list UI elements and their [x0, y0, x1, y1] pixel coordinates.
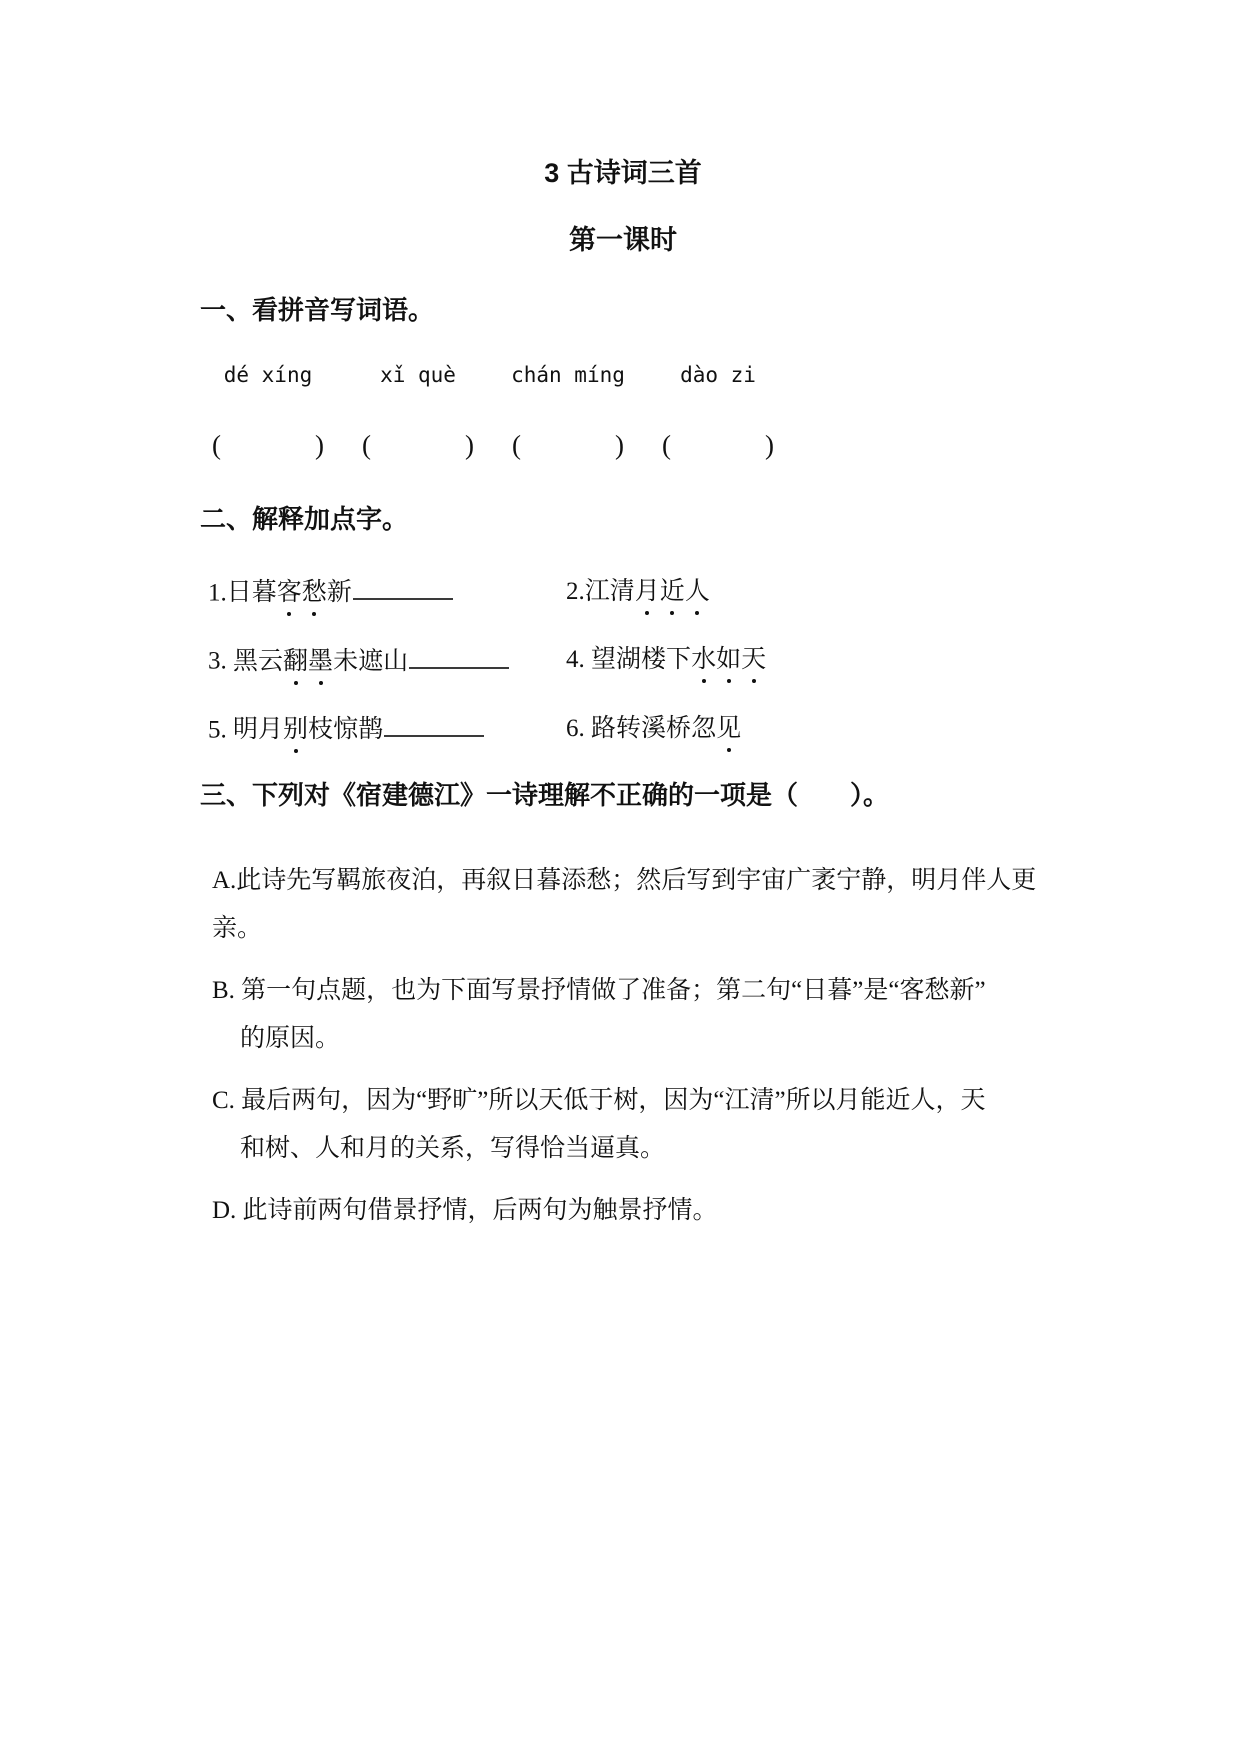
explain-item	[208, 645, 566, 676]
char: 月	[258, 715, 284, 743]
char: 惊	[333, 715, 359, 743]
char: 山	[383, 647, 409, 675]
close-paren: )	[315, 430, 324, 460]
emphasized-char: 墨	[308, 647, 334, 675]
pinyin-cell	[208, 362, 328, 460]
pinyin-cell	[508, 362, 628, 460]
option-line: B. 第一句点题，也为下面写景抒情做了准备；第二句“日暮”是“客愁新”	[212, 976, 986, 1004]
char: 云	[258, 647, 284, 675]
char: 桥	[666, 714, 692, 742]
char: 转	[616, 714, 642, 742]
emphasized-char: 月	[634, 578, 660, 605]
emphasized-char: 愁	[301, 579, 327, 607]
mcq-options	[200, 857, 1046, 1235]
option-D	[200, 1187, 1046, 1235]
open-paren: (	[512, 430, 521, 460]
option-C	[200, 1077, 1046, 1173]
emphasized-char: 翻	[283, 647, 309, 675]
option-A	[200, 857, 1046, 953]
answer-parens	[208, 430, 328, 460]
char: 路	[591, 714, 617, 742]
char: 湖	[616, 646, 642, 674]
char: 望	[591, 646, 617, 674]
answer-parens	[358, 430, 478, 460]
open-paren: (	[212, 430, 221, 460]
close-paren: )	[765, 430, 774, 460]
option-B	[200, 967, 1046, 1063]
explain-item	[566, 577, 1046, 608]
char: 枝	[308, 715, 334, 743]
char: 日	[226, 579, 252, 607]
char: 溪	[641, 714, 667, 742]
char: 江	[584, 578, 610, 605]
explain-item	[566, 714, 1046, 745]
emphasized-char: 别	[283, 715, 309, 743]
answer-blank	[353, 577, 453, 600]
open-paren: (	[662, 430, 671, 460]
item-number: 3.	[208, 647, 233, 675]
section-mcq-heading: 三、下列对《宿建德江》一诗理解不正确的一项是（ ）。	[200, 779, 890, 810]
item-number: 1.	[208, 579, 227, 607]
section-pinyin	[200, 295, 1046, 460]
char: 未	[333, 647, 359, 675]
char: 黑	[233, 647, 259, 675]
emphasized-char: 水	[691, 646, 717, 674]
emphasized-char: 近	[659, 578, 685, 605]
option-line: 和树、人和月的关系，写得恰当逼真。	[240, 1134, 666, 1162]
char: 暮	[251, 579, 277, 607]
option-line: A.此诗先写羁旅夜泊，再叙日暮添愁；然后写到宇宙广袤宁静，明月伴人更亲。	[212, 866, 1037, 942]
explain-items	[200, 577, 1046, 745]
answer-blank	[384, 714, 484, 737]
answer-parens	[508, 430, 628, 460]
pinyin-cell	[358, 362, 478, 460]
char: 新	[326, 579, 352, 607]
char: 下	[666, 646, 692, 674]
section-pinyin-heading: 一、看拼音写词语。	[200, 295, 435, 325]
char: 忽	[691, 714, 717, 742]
answer-parens	[658, 430, 778, 460]
item-number: 4.	[566, 646, 591, 674]
section-mcq	[200, 780, 1046, 1235]
pinyin-cells	[200, 362, 1046, 460]
item-number: 6.	[566, 714, 591, 742]
option-line: C. 最后两句，因为“野旷”所以天低于树，因为“江清”所以月能近人，天	[212, 1086, 986, 1114]
char: 鹊	[358, 715, 384, 743]
pinyin-text: dào zi	[680, 363, 756, 387]
explain-item	[208, 577, 566, 608]
emphasized-char: 人	[684, 578, 710, 605]
explain-item	[566, 645, 1046, 676]
emphasized-char: 天	[741, 646, 767, 674]
emphasized-char: 如	[716, 646, 742, 674]
char: 遮	[358, 647, 384, 675]
pinyin-cell	[658, 362, 778, 460]
close-paren: )	[465, 430, 474, 460]
section-explain-heading: 二、解释加点字。	[200, 504, 409, 534]
char: 明	[233, 715, 259, 743]
document-title: 3 古诗词三首	[544, 158, 702, 188]
emphasized-char: 客	[276, 579, 302, 607]
char: 楼	[641, 646, 667, 674]
open-paren: (	[362, 430, 371, 460]
document-subtitle: 第一课时	[569, 225, 677, 255]
option-line: D. 此诗前两句借景抒情，后两句为触景抒情。	[212, 1196, 718, 1224]
pinyin-text: xǐ què	[380, 363, 456, 387]
answer-blank	[409, 645, 509, 668]
option-line: 的原因。	[240, 1024, 341, 1052]
char: 清	[609, 578, 635, 605]
close-paren: )	[615, 430, 624, 460]
explain-item	[208, 714, 566, 745]
item-number: 5.	[208, 715, 233, 743]
section-explain	[200, 504, 1046, 745]
pinyin-text: dé xíng	[223, 363, 313, 387]
emphasized-char: 见	[716, 714, 742, 742]
item-number: 2.	[566, 578, 585, 605]
pinyin-text: chán míng	[511, 363, 625, 387]
